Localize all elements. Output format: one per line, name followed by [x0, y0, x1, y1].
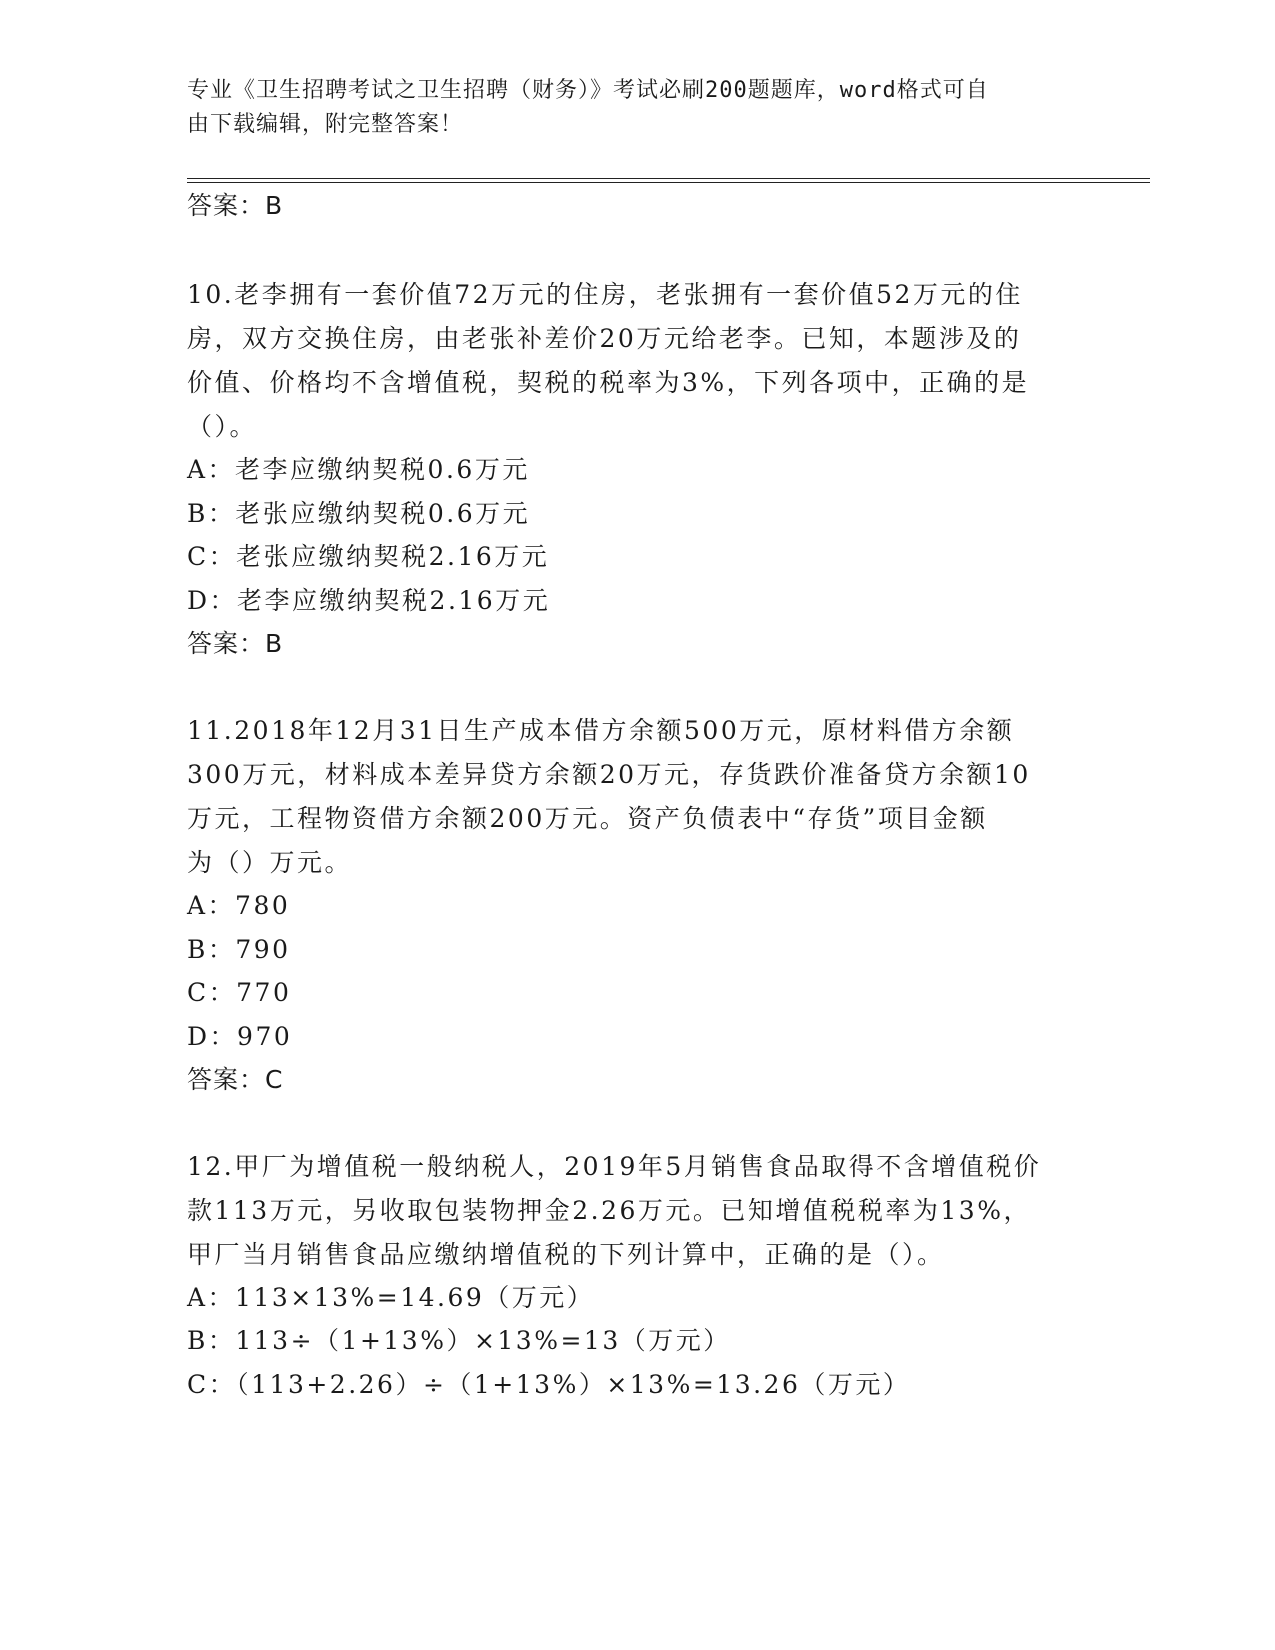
page-header — [187, 74, 1067, 142]
question-10-line-1: 10.老李拥有一套价值72万元的住房，老张拥有一套价值52万元的住 — [187, 280, 1023, 309]
question-11-line-4: 为（）万元。 — [187, 848, 353, 877]
question-10-option-b: B：老张应缴纳契税0.6万元 — [187, 499, 531, 528]
question-10-line-4: （）。 — [187, 412, 258, 441]
question-11-option-a: A：780 — [187, 891, 291, 920]
question-12-line-3: 甲厂当月销售食品应缴纳增值税的下列计算中，正确的是（）。 — [187, 1240, 945, 1269]
question-10-option-a: A：老李应缴纳契税0.6万元 — [187, 455, 530, 484]
question-10-option-c: C：老张应缴纳契税2.16万元 — [187, 542, 550, 571]
question-10-line-2: 房，双方交换住房，由老张补差价20万元给老李。已知，本题涉及的 — [187, 324, 1022, 353]
question-10-answer: 答案：B — [187, 629, 284, 658]
question-11-option-c: C：770 — [187, 978, 292, 1007]
question-12-option-c: C：（113+2.26）÷（1+13%）×13%=13.26（万元） — [187, 1370, 911, 1399]
question-11-line-1: 11.2018年12月31日生产成本借方余额500万元，原材料借方余额 — [187, 716, 1015, 745]
question-12-option-a: A：113×13%=14.69（万元） — [187, 1283, 595, 1312]
previous-answer: 答案：B — [187, 191, 284, 220]
header-line-2: 由下载编辑，附完整答案！ — [187, 112, 464, 137]
question-10-line-3: 价值、价格均不含增值税，契税的税率为3%，下列各项中，正确的是 — [187, 368, 1030, 397]
question-11-answer: 答案：C — [187, 1065, 284, 1094]
question-11-option-b: B：790 — [187, 935, 291, 964]
question-12-option-b: B：113÷（1+13%）×13%=13（万元） — [187, 1326, 731, 1355]
question-12-line-2: 款113万元，另收取包装物押金2.26万元。已知增值税税率为13%， — [187, 1196, 1031, 1225]
header-rule-bottom — [187, 182, 1150, 183]
question-11-line-2: 300万元，材料成本差异贷方余额20万元，存货跌价准备贷方余额10 — [187, 760, 1031, 789]
header-rule-top — [187, 178, 1150, 179]
header-line-1: 专业《卫生招聘考试之卫生招聘（财务）》考试必刷200题题库，word格式可自 — [187, 78, 989, 103]
question-11-option-d: D：970 — [187, 1022, 293, 1051]
question-11-line-3: 万元，工程物资借方余额200万元。资产负债表中“存货”项目金额 — [187, 804, 988, 833]
question-10-option-d: D：老李应缴纳契税2.16万元 — [187, 586, 551, 615]
question-12-line-1: 12.甲厂为增值税一般纳税人，2019年5月销售食品取得不含增值税价 — [187, 1152, 1042, 1181]
